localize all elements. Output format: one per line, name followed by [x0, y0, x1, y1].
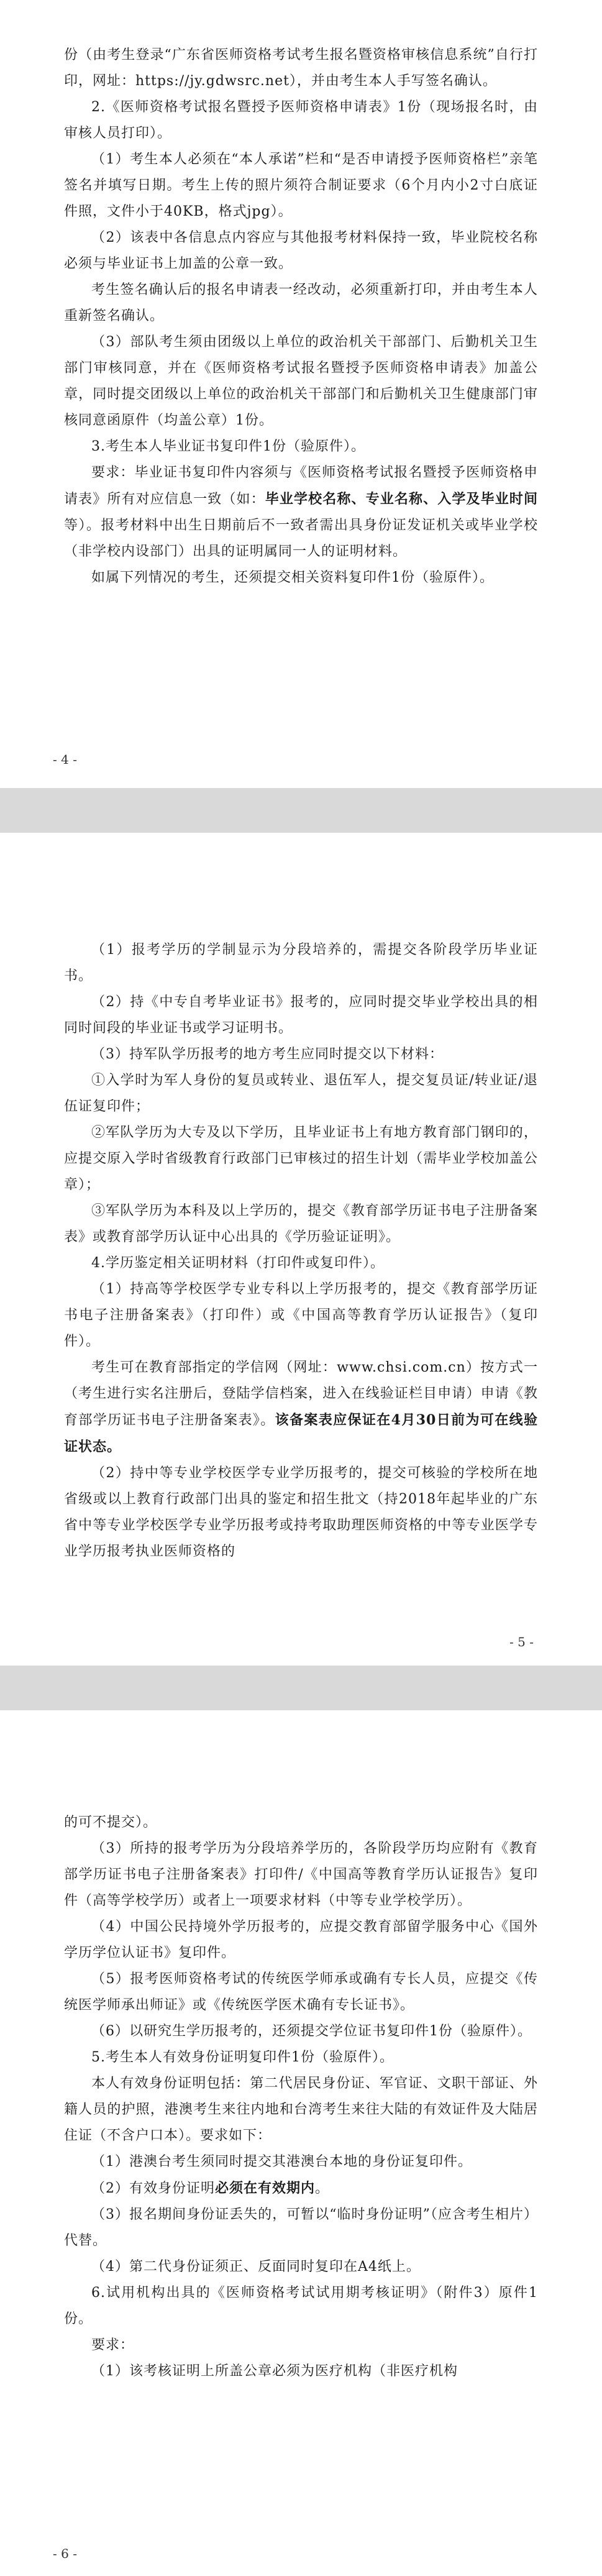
paragraph-text: （3）报名期间身份证丢失的，可暂以“临时身份证明”（应含考生相片）代替。 — [64, 2207, 538, 2248]
paragraph-text: 考生签名确认后的报名申请表一经改动，必须重新打印，并由考生本人重新签名确认。 — [64, 282, 538, 324]
paragraph-text: （3）部队考生须由团级以上单位的政治机关干部部门、后勤机关卫生部门审核同意，并在《医师资格考试报名暨授予医师资格申请表》加盖公章，同时提交团级以上单位的政治机关干部部门和后勤机关卫生健康部门审核同意函原件（均盖公章）1份。 — [64, 334, 538, 428]
paragraph-text: 6.试用机构出具的《医师资格考试试用期考核证明》（附件3）原件1份。 — [64, 2285, 538, 2327]
paragraph — [64, 1068, 538, 1120]
paragraph-text: 份（由考生登录“广东省医师资格考试考生报名暨资格审核信息系统”自行打印，网址：https://jy.gdwsrc.net），并由考生本人手写签名确认。 — [64, 47, 538, 89]
paragraph — [64, 565, 538, 591]
paragraph-text: 5.考生本人有效身份证明复印件1份（验原件）。 — [91, 2050, 394, 2065]
paragraph-text: ②军队学历为大专及以下学历，且毕业证书上有地方教育部门钢印的，应提交原入学时省级教育行政部门已审核过的招生计划（需毕业学校加盖公章）； — [64, 1125, 538, 1193]
paragraph-text: （1）考生本人必须在“本人承诺”栏和“是否申请授予医师资格栏”亲笔签名并填写日期。考生上传的照片须符合制证要求（6个月内小2寸白底证件照，文件小于40KB，格式jpg）。 — [64, 152, 538, 219]
paragraph-text: （2）有效身份证明 — [91, 2181, 215, 2196]
paragraph-text: 如属下列情况的考生，还须提交相关资料复印件1份（验原件）。 — [91, 570, 494, 585]
paragraph-text: 考生可在教育部指定的学信网（网址：www.chsi.com.cn）按方式一（考生进行实名注册后，登陆学信档案，进入在线验证栏目申请）申请《教育部学历证书电子注册备案表》。 — [64, 1360, 538, 1428]
paragraph — [64, 2358, 538, 2385]
paragraph-text: （2）持《中专自考毕业证书》报考的，应同时提交毕业学校出具的相同时间段的毕业证书或学习证明书。 — [64, 994, 538, 1036]
paragraph — [64, 2045, 538, 2071]
paragraph-text: （1）持高等学校医学专业专科以上学历报考的，提交《教育部学历证书电子注册备案表》（打印件）或《中国高等教育学历认证报告》（复印件）。 — [64, 1281, 538, 1349]
paragraph — [64, 2175, 538, 2202]
paragraph — [64, 1966, 538, 2019]
paragraph — [64, 2202, 538, 2254]
paragraph-text: 3.考生本人毕业证书复印件1份（验原件）。 — [91, 439, 365, 454]
page-body — [64, 1810, 538, 2385]
paragraph — [64, 989, 538, 1042]
paragraph-text: （1）报考学历的学制显示为分段培养的，需提交各阶段学历毕业证书。 — [64, 942, 538, 984]
paragraph — [64, 1250, 538, 1277]
paragraph-text: （4）中国公民持境外学历报考的，应提交教育部留学服务中心《国外学历学位认证书》复印件。 — [64, 1919, 538, 1961]
paragraph — [64, 1460, 538, 1565]
paragraph-text: （3）所持的报考学历为分段培养学历的，各阶段学历均应附有《教育部学历证书电子注册备案表》打印件/《中国高等教育学历认证报告》复印件（高等学校学历）或者上一项要求材料（中等专业学校学历）。 — [64, 1841, 538, 1909]
paragraph — [64, 1198, 538, 1250]
paragraph-text: （2）该表中各信息点内容应与其他报考材料保持一致，毕业院校名称必须与毕业证书上加盖的公章一致。 — [64, 230, 538, 272]
paragraph — [64, 2019, 538, 2045]
paragraph — [64, 1042, 538, 1068]
paragraph — [64, 2254, 538, 2280]
paragraph — [64, 94, 538, 147]
paragraph — [64, 1120, 538, 1198]
bold-text: 该备案表应保证在4月30日前为可在线验证状态。 — [64, 1412, 538, 1455]
paragraph — [64, 937, 538, 989]
paragraph-text: ①入学时为军人身份的复员或转业、退伍军人，提交复员证/转业证/退伍证复印件； — [64, 1073, 538, 1114]
page-number: - 5 - — [509, 1634, 534, 1649]
paragraph-text-tail: 等）。报考材料中出生日期前后不一致者需出具身份证发证机关或毕业学校（非学校内设部门）出具的证明属同一人的证明材料。 — [64, 518, 538, 559]
paragraph-text: （1）港澳台考生须同时提交其港澳台本地的身份证复印件。 — [91, 2154, 472, 2170]
page-number: - 4 - — [53, 752, 77, 767]
paragraph-text: 本人有效身份证明包括：第二代居民身份证、军官证、文职干部证、外籍人员的护照，港澳考生来往内地和台湾考生来往大陆的有效证件及大陆居住证（不含户口本）。要求如下： — [64, 2076, 538, 2143]
paragraph — [64, 1355, 538, 1460]
paragraph-text: 4.学历鉴定相关证明材料（打印件或复印件）。 — [91, 1255, 385, 1271]
paragraph-text: 2.《医师资格考试报名暨授予医师资格申请表》1份（现场报名时，由审核人员打印）。 — [64, 99, 538, 141]
paragraph — [64, 1914, 538, 1966]
paragraph-text: （5）报考医师资格考试的传统医学师承或确有专长人员，应提交《传统医学师承出师证》或《传统医学医术确有专长证书》。 — [64, 1971, 538, 2013]
paragraph — [64, 42, 538, 94]
paragraph — [64, 277, 538, 329]
paragraph-text: 要求： — [91, 2337, 135, 2353]
paragraph-text: （2）持中等专业学校医学专业学历报考的，提交可核验的学校所在地省级或以上教育行政部门出具的鉴定和招生批文（持2018年起毕业的广东省中等专业学校医学专业学历报考或持考取助理医师资格的中等专业医学专业学历报考执业医师资格的 — [64, 1465, 538, 1559]
document-page-5 — [0, 833, 602, 1666]
paragraph-text: （1）该考核证明上所盖公章必须为医疗机构（非医疗机构 — [91, 2363, 458, 2379]
paragraph-text: ③军队学历为本科及以上学历的，提交《教育部学历证书电子注册备案表》或教育部学历认证中心出具的《学历验证证明》。 — [64, 1203, 538, 1245]
paragraph — [64, 1277, 538, 1355]
paragraph — [64, 225, 538, 277]
paragraph — [64, 460, 538, 565]
paragraph-text: （3）持军队学历报考的地方考生应同时提交以下材料： — [91, 1047, 444, 1062]
page-body — [64, 42, 538, 591]
bold-text: 必须在有效期内 — [215, 2180, 316, 2196]
paragraph-text: （4）第二代身份证须正、反面同时复印在A4纸上。 — [91, 2259, 421, 2275]
document-page-6 — [0, 1710, 602, 2576]
document-page-4 — [0, 0, 602, 788]
paragraph — [64, 2149, 538, 2175]
paragraph-text: （6）以研究生学历报考的，还须提交学位证书复印件1份（验原件）。 — [91, 2024, 532, 2039]
paragraph — [64, 2332, 538, 2358]
paragraph-text: 的可不提交）。 — [64, 1815, 158, 1830]
paragraph-text-tail: 。 — [315, 2181, 330, 2196]
paragraph — [64, 2280, 538, 2332]
bold-text: 毕业学校名称、专业名称、入学及毕业时间 — [265, 491, 538, 507]
paragraph — [64, 147, 538, 225]
page-number: - 6 - — [53, 2546, 77, 2561]
paragraph — [64, 329, 538, 434]
paragraph — [64, 434, 538, 460]
paragraph — [64, 1836, 538, 1914]
paragraph — [64, 2071, 538, 2149]
paragraph-text: 要求：毕业证书复印件内容须与《医师资格考试报名暨授予医师资格申请表》所有对应信息一致（如： — [64, 465, 538, 507]
page-body — [64, 937, 538, 1565]
paragraph — [64, 1810, 538, 1836]
